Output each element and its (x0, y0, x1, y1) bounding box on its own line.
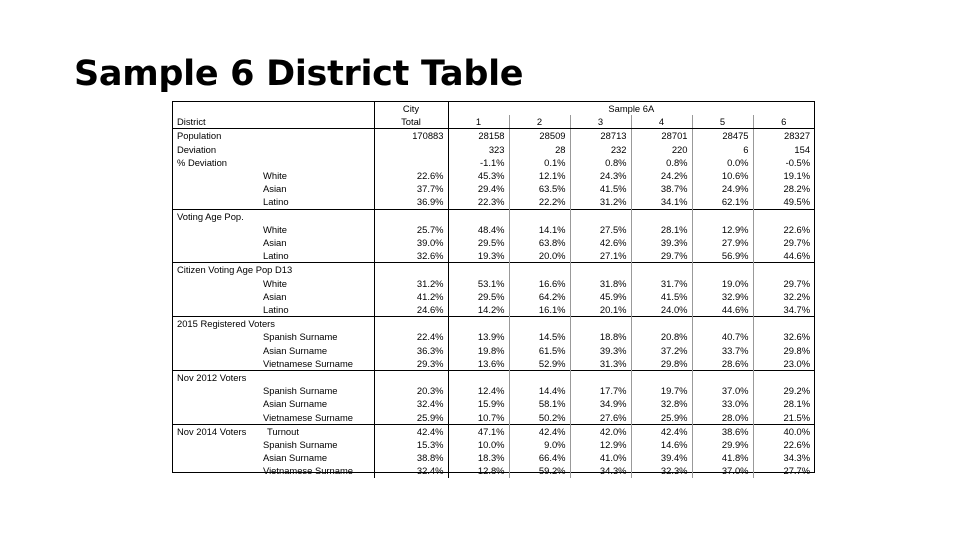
district-2-cell (509, 263, 570, 277)
district-6-cell: 34.7% (753, 303, 814, 317)
district-5-cell: 37.0% (692, 384, 753, 397)
district-3-cell: 34.3% (570, 464, 631, 477)
district-6-cell: 23.0% (753, 357, 814, 371)
district-4-cell: 42.4% (631, 424, 692, 438)
district-1-cell: 10.7% (448, 411, 509, 425)
city-total-cell (374, 209, 448, 223)
district-3-cell: 17.7% (570, 384, 631, 397)
district-2-cell (509, 317, 570, 331)
district-6-cell: 19.1% (753, 169, 814, 182)
district-3-cell: 41.0% (570, 451, 631, 464)
city-total-cell: 31.2% (374, 277, 448, 290)
district-2-cell: 14.1% (509, 223, 570, 236)
district-2-cell (509, 371, 570, 385)
row-category-label: 2015 Registered Voters (177, 318, 275, 330)
district-4-cell: 28.1% (631, 223, 692, 236)
table-row (173, 371, 814, 385)
row-label: Spanish Surname (263, 385, 338, 397)
district-3-cell: 42.0% (570, 424, 631, 438)
sample-header: Sample 6A (448, 102, 814, 115)
row-category-label: Deviation (177, 143, 217, 155)
city-total-cell: 36.3% (374, 344, 448, 357)
city-total-cell: 29.3% (374, 357, 448, 371)
district-2-cell: 59.2% (509, 464, 570, 477)
district-3-cell: 12.9% (570, 438, 631, 451)
district-1-cell: 29.4% (448, 182, 509, 195)
row-label: Spanish Surname (263, 331, 338, 343)
district-5-cell (692, 371, 753, 385)
district-1-cell (448, 209, 509, 223)
district-4-cell: 24.2% (631, 169, 692, 182)
district-6-cell: 22.6% (753, 223, 814, 236)
district-1-cell: 323 (448, 143, 509, 156)
district-1-cell: 45.3% (448, 169, 509, 182)
table-row (173, 344, 814, 357)
district-4-cell: 37.2% (631, 344, 692, 357)
district-1-cell: 19.8% (448, 344, 509, 357)
district-2-cell: 14.4% (509, 384, 570, 397)
district-5-cell (692, 317, 753, 331)
district-4-cell: 29.7% (631, 249, 692, 263)
district-1-cell: 12.8% (448, 464, 509, 477)
district-3-cell: 31.3% (570, 357, 631, 371)
district-5-cell: 6 (692, 143, 753, 156)
city-total-cell (374, 156, 448, 169)
district-1-cell: 10.0% (448, 438, 509, 451)
district-1-cell: 47.1% (448, 424, 509, 438)
district-2-cell: 66.4% (509, 451, 570, 464)
district-5-cell (692, 209, 753, 223)
district-3-cell (570, 263, 631, 277)
city-total-cell: 32.4% (374, 397, 448, 410)
row-label (173, 263, 374, 277)
district-2-cell (509, 209, 570, 223)
district-6-cell: 154 (753, 143, 814, 156)
district-1-cell: 29.5% (448, 236, 509, 249)
total-header: Total (374, 115, 448, 129)
district-5-cell (692, 263, 753, 277)
district-2-cell: 50.2% (509, 411, 570, 425)
district-5-cell: 44.6% (692, 303, 753, 317)
district-4-cell: 34.1% (631, 195, 692, 209)
table-row (173, 249, 814, 263)
district-5-cell: 28.0% (692, 411, 753, 425)
row-label: Asian Surname (263, 452, 328, 464)
district-6-cell: 21.5% (753, 411, 814, 425)
district-2-cell: 52.9% (509, 357, 570, 371)
table-row (173, 277, 814, 290)
district-1-cell (448, 371, 509, 385)
district-2-cell: 63.5% (509, 182, 570, 195)
city-total-cell: 22.4% (374, 330, 448, 343)
row-label: Latino (263, 250, 289, 262)
district-5-cell: 33.0% (692, 397, 753, 410)
district-6-cell (753, 317, 814, 331)
row-label (173, 129, 374, 143)
table-row (173, 209, 814, 223)
table-row (173, 424, 814, 438)
row-category-label: Population (177, 130, 222, 142)
row-category-label: Nov 2014 Voters (177, 425, 247, 437)
district-4-cell: 29.8% (631, 357, 692, 371)
city-total-cell: 37.7% (374, 182, 448, 195)
district-6-cell (753, 209, 814, 223)
city-total-cell: 39.0% (374, 236, 448, 249)
district-5-cell: 19.0% (692, 277, 753, 290)
row-category-label: Voting Age Pop. (177, 210, 244, 222)
district-number: 1 (448, 115, 509, 129)
district-1-cell: 13.6% (448, 357, 509, 371)
district-3-cell: 31.8% (570, 277, 631, 290)
district-3-cell: 41.5% (570, 182, 631, 195)
district-1-cell: 18.3% (448, 451, 509, 464)
district-3-cell: 31.2% (570, 195, 631, 209)
city-total-cell: 20.3% (374, 384, 448, 397)
district-5-cell: 29.9% (692, 438, 753, 451)
table-row (173, 357, 814, 371)
row-label (173, 156, 374, 169)
row-label: Spanish Surname (263, 439, 338, 451)
district-2-cell: 63.8% (509, 236, 570, 249)
table-row (173, 330, 814, 343)
district-4-cell: 39.3% (631, 236, 692, 249)
row-label: Asian (263, 183, 287, 195)
district-3-cell: 39.3% (570, 344, 631, 357)
district-3-cell: 34.9% (570, 397, 631, 410)
city-total-cell (374, 371, 448, 385)
table-row (173, 384, 814, 397)
district-2-cell: 64.2% (509, 290, 570, 303)
row-label: Asian (263, 290, 287, 302)
city-total-cell: 22.6% (374, 169, 448, 182)
row-label (173, 371, 374, 385)
slide-title: Sample 6 District Table (74, 54, 524, 94)
district-3-cell: 28713 (570, 129, 631, 143)
district-2-cell: 20.0% (509, 249, 570, 263)
city-total-cell: 38.8% (374, 451, 448, 464)
row-label: White (263, 170, 287, 182)
row-label (173, 317, 374, 331)
district-3-cell: 42.6% (570, 236, 631, 249)
district-5-cell: 24.9% (692, 182, 753, 195)
city-header: City (374, 102, 448, 115)
district-2-cell: 14.5% (509, 330, 570, 343)
city-total-cell (374, 263, 448, 277)
district-6-cell: 22.6% (753, 438, 814, 451)
row-label: Asian (263, 237, 287, 249)
district-6-cell: 34.3% (753, 451, 814, 464)
district-number: 3 (570, 115, 631, 129)
district-3-cell: 24.3% (570, 169, 631, 182)
city-total-cell: 25.9% (374, 411, 448, 425)
table-row (173, 182, 814, 195)
row-category-label: Nov 2012 Voters (177, 372, 247, 384)
district-1-cell: -1.1% (448, 156, 509, 169)
district-6-cell (753, 371, 814, 385)
district-6-cell: 32.2% (753, 290, 814, 303)
district-1-cell: 29.5% (448, 290, 509, 303)
district-5-cell: 38.6% (692, 424, 753, 438)
city-total-cell: 25.7% (374, 223, 448, 236)
district-4-cell: 0.8% (631, 156, 692, 169)
city-total-cell: 32.4% (374, 464, 448, 477)
district-number: 6 (753, 115, 814, 129)
table-row (173, 129, 814, 143)
row-label: Asian Surname (263, 398, 328, 410)
table-row (173, 438, 814, 451)
district-4-cell: 31.7% (631, 277, 692, 290)
district-2-cell: 61.5% (509, 344, 570, 357)
table-row (173, 397, 814, 410)
district-6-cell (753, 263, 814, 277)
district-5-cell: 28475 (692, 129, 753, 143)
district-1-cell (448, 263, 509, 277)
district-5-cell: 33.7% (692, 344, 753, 357)
district-1-cell: 53.1% (448, 277, 509, 290)
district-number: 5 (692, 115, 753, 129)
district-5-cell: 37.0% (692, 464, 753, 477)
district-5-cell: 40.7% (692, 330, 753, 343)
district-3-cell (570, 371, 631, 385)
row-label: Vietnamese Surname (263, 465, 353, 477)
district-4-cell: 28701 (631, 129, 692, 143)
district-header: District (173, 115, 374, 129)
row-category-label: Citizen Voting Age Pop D13 (177, 264, 293, 276)
district-3-cell: 20.1% (570, 303, 631, 317)
district-4-cell: 38.7% (631, 182, 692, 195)
district-5-cell: 27.9% (692, 236, 753, 249)
district-6-cell: 29.7% (753, 277, 814, 290)
district-2-cell: 12.1% (509, 169, 570, 182)
district-4-cell: 19.7% (631, 384, 692, 397)
district-4-cell: 220 (631, 143, 692, 156)
district-4-cell (631, 317, 692, 331)
district-1-cell: 12.4% (448, 384, 509, 397)
district-2-cell: 9.0% (509, 438, 570, 451)
district-6-cell: 29.8% (753, 344, 814, 357)
table-row (173, 236, 814, 249)
table-row (173, 169, 814, 182)
district-1-cell: 19.3% (448, 249, 509, 263)
district-3-cell: 0.8% (570, 156, 631, 169)
district-1-cell: 13.9% (448, 330, 509, 343)
district-5-cell: 12.9% (692, 223, 753, 236)
district-5-cell: 32.9% (692, 290, 753, 303)
district-2-cell: 22.2% (509, 195, 570, 209)
district-4-cell: 32.3% (631, 464, 692, 477)
district-4-cell: 24.0% (631, 303, 692, 317)
district-6-cell: 32.6% (753, 330, 814, 343)
city-total-cell: 41.2% (374, 290, 448, 303)
district-2-cell: 42.4% (509, 424, 570, 438)
table-row (173, 464, 814, 477)
district-5-cell: 10.6% (692, 169, 753, 182)
district-number: 2 (509, 115, 570, 129)
district-2-cell: 16.6% (509, 277, 570, 290)
row-sub-label: Turnout (267, 425, 299, 437)
city-total-cell (374, 317, 448, 331)
district-2-cell: 28509 (509, 129, 570, 143)
city-total-cell: 15.3% (374, 438, 448, 451)
row-label: Vietnamese Surname (263, 357, 353, 369)
district-2-cell: 0.1% (509, 156, 570, 169)
district-4-cell: 39.4% (631, 451, 692, 464)
district-table (172, 101, 815, 477)
district-4-cell: 20.8% (631, 330, 692, 343)
district-3-cell (570, 209, 631, 223)
district-2-cell: 28 (509, 143, 570, 156)
district-6-cell: 28327 (753, 129, 814, 143)
district-5-cell: 0.0% (692, 156, 753, 169)
district-2-cell: 58.1% (509, 397, 570, 410)
city-total-cell (374, 143, 448, 156)
district-4-cell (631, 263, 692, 277)
district-5-cell: 62.1% (692, 195, 753, 209)
district-1-cell (448, 317, 509, 331)
district-6-cell: 49.5% (753, 195, 814, 209)
table-row (173, 411, 814, 425)
district-4-cell: 25.9% (631, 411, 692, 425)
city-total-cell: 32.6% (374, 249, 448, 263)
district-1-cell: 22.3% (448, 195, 509, 209)
row-label: Vietnamese Surname (263, 411, 353, 423)
district-5-cell: 56.9% (692, 249, 753, 263)
district-1-cell: 28158 (448, 129, 509, 143)
table-row (173, 195, 814, 209)
row-label (173, 424, 374, 438)
district-6-cell: 29.2% (753, 384, 814, 397)
district-3-cell: 18.8% (570, 330, 631, 343)
district-5-cell: 41.8% (692, 451, 753, 464)
district-1-cell: 15.9% (448, 397, 509, 410)
district-5-cell: 28.6% (692, 357, 753, 371)
city-total-cell: 36.9% (374, 195, 448, 209)
district-3-cell: 45.9% (570, 290, 631, 303)
row-label: Asian Surname (263, 344, 328, 356)
table-row (173, 451, 814, 464)
district-3-cell: 27.1% (570, 249, 631, 263)
row-label: Latino (263, 196, 289, 208)
district-4-cell: 14.6% (631, 438, 692, 451)
table-row (173, 303, 814, 317)
district-3-cell: 27.5% (570, 223, 631, 236)
district-1-cell: 48.4% (448, 223, 509, 236)
district-number: 4 (631, 115, 692, 129)
district-6-cell: 44.6% (753, 249, 814, 263)
district-3-cell: 27.6% (570, 411, 631, 425)
district-4-cell: 41.5% (631, 290, 692, 303)
row-label (173, 143, 374, 156)
table-row (173, 156, 814, 169)
district-4-cell (631, 371, 692, 385)
district-4-cell (631, 209, 692, 223)
city-total-cell: 170883 (374, 129, 448, 143)
district-6-cell: 28.2% (753, 182, 814, 195)
row-label: Latino (263, 304, 289, 316)
district-6-cell: 28.1% (753, 397, 814, 410)
row-category-label: % Deviation (177, 156, 228, 168)
table-row (173, 263, 814, 277)
table-row (173, 143, 814, 156)
district-6-cell: 29.7% (753, 236, 814, 249)
district-3-cell (570, 317, 631, 331)
district-6-cell: 40.0% (753, 424, 814, 438)
table-row (173, 223, 814, 236)
district-6-cell: -0.5% (753, 156, 814, 169)
city-total-cell: 24.6% (374, 303, 448, 317)
district-2-cell: 16.1% (509, 303, 570, 317)
row-label (173, 209, 374, 223)
row-label: White (263, 223, 287, 235)
table-row (173, 290, 814, 303)
district-6-cell: 27.7% (753, 464, 814, 477)
row-label: White (263, 277, 287, 289)
table-row (173, 317, 814, 331)
district-1-cell: 14.2% (448, 303, 509, 317)
district-3-cell: 232 (570, 143, 631, 156)
city-total-cell: 42.4% (374, 424, 448, 438)
district-4-cell: 32.8% (631, 397, 692, 410)
